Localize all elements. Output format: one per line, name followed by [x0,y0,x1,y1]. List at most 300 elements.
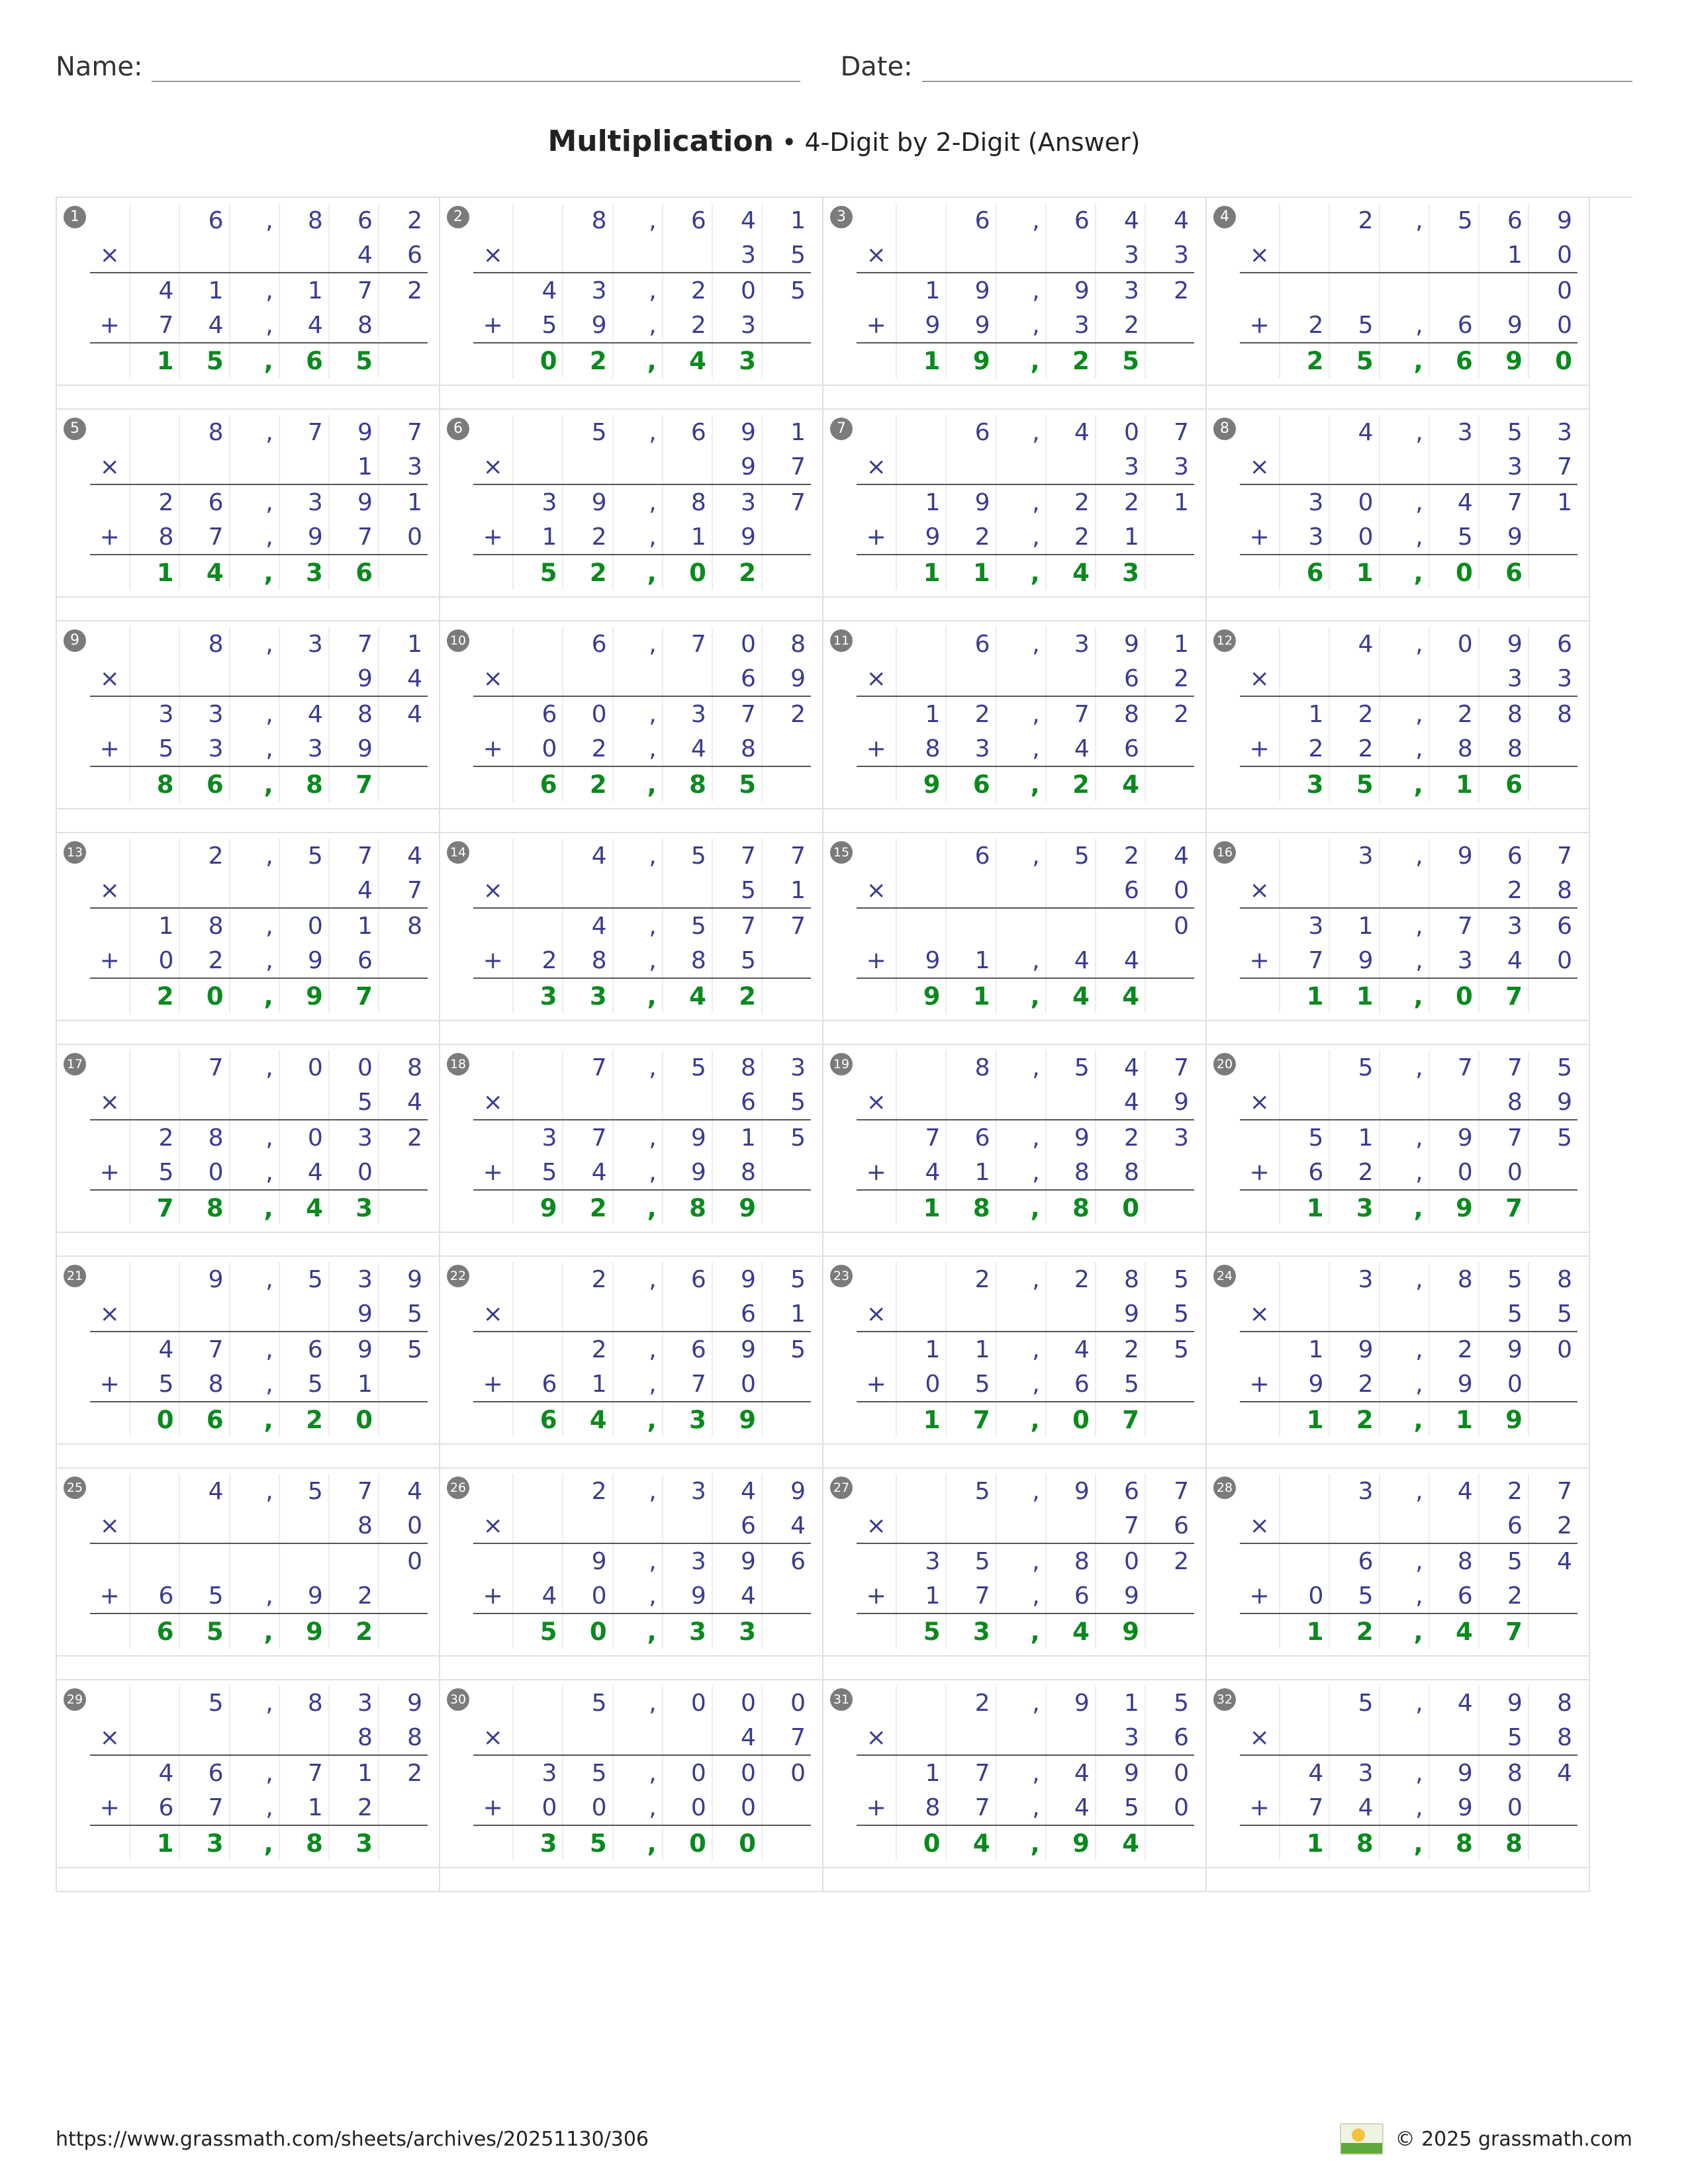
digit-cell: , [1380,908,1429,943]
digit-cell: 6 [1479,1508,1528,1543]
multiplicand-row [1240,839,1577,873]
problem-number: 27 [830,1477,853,1499]
multiplicand-row [1240,1050,1577,1085]
digit-cell: 3 [179,696,229,731]
operator: + [1240,308,1280,343]
operator [857,1825,896,1860]
digit-cell: 9 [712,1332,762,1367]
digit-cell [1145,978,1194,1013]
digit-cell: 1 [896,1332,946,1367]
multiplicand-row [857,1050,1194,1085]
digit-cell: , [1380,415,1429,449]
digit-cell: 2 [329,1790,379,1825]
digit-cell: 8 [329,1508,379,1543]
long-multiplication [90,1050,428,1225]
digit-cell: 7 [1479,978,1528,1013]
digit-cell: 7 [1174,1477,1189,1505]
digit-cell: 3 [329,1262,379,1297]
date-field[interactable] [922,46,1632,82]
digit-cell: 0 [513,731,563,766]
long-multiplication [1240,1262,1577,1437]
digit-cell: , [1380,1686,1429,1720]
digit-cell: 0 [663,555,712,590]
problem-row [57,621,1632,809]
name-field[interactable] [152,46,800,82]
digit-cell: 1 [896,1578,946,1614]
digit-cell [663,661,712,696]
digit-cell: 4 [1429,1686,1479,1720]
answer-row [857,1614,1194,1649]
problem-number: 25 [64,1477,86,1499]
digit-cell [130,1085,179,1120]
digit-cell: , [613,1262,663,1297]
digit-cell: 4 [1046,943,1096,978]
digit-cell: 7 [790,488,806,516]
digit-cell [1429,873,1479,908]
digit-cell [563,661,612,696]
operator [90,1543,130,1578]
operator: × [90,661,130,696]
digit-cell: 6 [1096,1474,1145,1508]
partial-product-2-row [1240,1790,1577,1825]
digit-cell: 5 [790,1265,806,1293]
digit-cell: 3 [179,731,229,766]
digit-cell: 5 [1096,1367,1145,1402]
digit-cell: , [613,1332,663,1367]
answer-row [1240,1825,1577,1860]
operator: × [90,238,130,273]
digit-cell: 8 [130,766,179,801]
digit-cell: 1 [130,1825,179,1860]
digit-cell: 8 [1429,1825,1479,1860]
problem-row [57,1680,1632,1868]
multiplier-row [90,873,428,908]
partial-product-2-row [857,1367,1194,1402]
digit-cell: 3 [946,731,996,766]
digit-cell: 9 [1429,1367,1479,1402]
operator: + [473,943,513,978]
digit-cell [1429,238,1479,273]
digit-cell [1380,1297,1429,1332]
digit-cell: 1 [1174,488,1189,516]
digit-cell: 7 [329,978,379,1013]
digit-cell: 1 [279,273,329,308]
digit-cell [613,873,663,908]
operator [90,1686,130,1720]
operator [90,627,130,661]
digit-cell [896,908,946,943]
multiplicand-row [1240,627,1577,661]
digit-cell: 2 [712,555,762,590]
digit-cell: 4 [329,238,379,273]
digit-cell: 8 [179,1190,229,1225]
operator: × [473,238,513,273]
digit-cell: 4 [1429,484,1479,520]
digit-cell [896,203,946,238]
digit-cell [1145,343,1194,378]
operator [1240,1332,1280,1367]
digit-cell: 3 [663,696,712,731]
digit-cell: 6 [179,1402,229,1437]
digit-cell: 7 [1046,696,1096,731]
operator [90,839,130,873]
multiplicand-row [473,627,811,661]
digit-cell: 0 [1329,520,1379,555]
multiplicand-row [857,1262,1194,1297]
digit-cell [762,308,811,343]
digit-cell: , [1380,696,1429,731]
digit-cell: , [230,1614,279,1649]
digit-cell: 7 [329,627,379,661]
digit-cell [329,1543,379,1578]
partial-product-2-row [90,943,428,978]
digit-cell: 4 [1096,1050,1145,1085]
digit-cell: 6 [379,238,428,273]
digit-cell: 3 [563,978,612,1013]
digit-cell: 2 [179,943,229,978]
partial-product-1-row [857,696,1194,731]
digit-cell: , [1380,978,1429,1013]
partial-product-1-row [473,1543,811,1578]
digit-cell: , [230,1155,279,1190]
row-spacer [57,1021,1632,1045]
multiplier-row [473,1085,811,1120]
operator [1240,273,1280,308]
digit-cell: 8 [1479,731,1528,766]
multiplier-row [1240,1297,1577,1332]
digit-cell: , [613,343,663,378]
digit-cell: 6 [329,943,379,978]
digit-cell [179,1543,229,1578]
digit-cell: 5 [563,1755,612,1790]
digit-cell: , [996,839,1046,873]
digit-cell [379,343,428,378]
digit-cell: 6 [329,555,379,590]
multiplicand-row [857,203,1194,238]
digit-cell: 5 [1046,839,1096,873]
digit-cell [762,943,811,978]
operator [857,978,896,1013]
operator [857,1402,896,1437]
digit-cell [179,449,229,484]
operator [90,1050,130,1085]
digit-cell: 5 [329,343,379,378]
digit-cell: 5 [179,1614,229,1649]
digit-cell [179,873,229,908]
digit-cell [179,661,229,696]
problem-cell [440,1257,823,1445]
digit-cell: 3 [279,484,329,520]
digit-cell [762,1190,811,1225]
digit-cell: 8 [1528,1720,1577,1755]
digit-cell: 4 [1280,1755,1329,1790]
operator [857,627,896,661]
digit-cell: , [613,1367,663,1402]
problem-cell [440,1469,823,1657]
digit-cell: 8 [1096,1155,1145,1190]
sun-grass-logo-icon [1340,2123,1383,2155]
multiplicand-row [1240,1474,1577,1508]
partial-product-2-row [1240,1367,1577,1402]
digit-cell [1528,1790,1577,1825]
digit-cell: , [996,203,1046,238]
digit-cell: 2 [1174,700,1189,728]
digit-cell [130,449,179,484]
digit-cell: 4 [1557,1547,1572,1575]
digit-cell: 2 [946,696,996,731]
digit-cell: , [613,978,663,1013]
digit-cell: 8 [896,731,946,766]
digit-cell: 8 [663,943,712,978]
operator [857,1474,896,1508]
digit-cell: 9 [712,520,762,555]
digit-cell: 4 [179,1474,229,1508]
answer-row [857,1825,1194,1860]
digit-cell [379,1155,428,1190]
digit-cell [663,1085,712,1120]
digit-cell: 0 [1479,1155,1528,1190]
answer-row [1240,766,1577,801]
digit-cell [762,343,811,378]
digit-cell: , [613,908,663,943]
digit-cell: 9 [712,1402,762,1437]
problem-cell [823,1045,1207,1233]
digit-cell [946,661,996,696]
operator: + [1240,1578,1280,1614]
multiplicand-row [1240,1262,1577,1297]
digit-cell: 1 [407,488,422,516]
digit-cell: 4 [1046,1332,1096,1367]
digit-cell: 9 [946,343,996,378]
digit-cell: 7 [762,449,811,484]
problem-number: 20 [1213,1053,1236,1075]
digit-cell [513,1262,563,1297]
digit-cell: 3 [1329,1474,1379,1508]
answer-row [1240,343,1577,378]
digit-cell: 9 [663,1578,712,1614]
row-spacer [57,1445,1632,1469]
digit-cell: 9 [279,520,329,555]
digit-cell: 9 [663,1155,712,1190]
digit-cell [896,1050,946,1085]
problem-number: 13 [64,841,86,864]
multiplier-row [90,1085,428,1120]
digit-cell [762,555,811,590]
digit-cell [896,1720,946,1755]
digit-cell [379,308,428,343]
digit-cell: 2 [1479,1474,1528,1508]
digit-cell: 6 [1557,912,1572,940]
digit-cell: 4 [1096,943,1145,978]
digit-cell: 7 [179,1332,229,1367]
digit-cell [1429,1085,1479,1120]
digit-cell [1528,1155,1577,1190]
digit-cell: 5 [1557,1124,1572,1152]
multiplier-row [473,1720,811,1755]
digit-cell [1096,908,1145,943]
digit-cell [1528,731,1577,766]
digit-cell: , [1380,1755,1429,1790]
operator [1240,203,1280,238]
digit-cell: 9 [407,1265,422,1293]
operator: × [1240,238,1280,273]
digit-cell: 3 [329,1120,379,1155]
digit-cell: , [230,839,279,873]
operator: × [473,873,513,908]
digit-cell [1280,1297,1329,1332]
digit-cell: 3 [513,1120,563,1155]
digit-cell [1528,1825,1577,1860]
digit-cell: , [996,1474,1046,1508]
digit-cell: , [996,1755,1046,1790]
digit-cell: 2 [1280,343,1329,378]
digit-cell [663,873,712,908]
digit-cell: 3 [1280,908,1329,943]
digit-cell [563,449,612,484]
digit-cell [379,1578,428,1614]
digit-cell [513,415,563,449]
operator [90,696,130,731]
digit-cell: 2 [663,273,712,308]
operator [1240,696,1280,731]
digit-cell: 4 [130,1332,179,1367]
digit-cell: 0 [790,1689,806,1717]
operator [473,343,513,378]
digit-cell [563,1085,612,1120]
digit-cell: 9 [946,484,996,520]
digit-cell: 8 [1096,1262,1145,1297]
digit-cell: , [996,555,1046,590]
digit-cell: 3 [1429,943,1479,978]
operator [1240,766,1280,801]
digit-cell [762,1402,811,1437]
digit-cell: 0 [1528,308,1577,343]
digit-cell: 0 [1145,873,1194,908]
digit-cell: 0 [1096,1190,1145,1225]
digit-cell: 4 [130,273,179,308]
digit-cell: 8 [329,308,379,343]
digit-cell: 0 [712,1755,762,1790]
digit-cell: 0 [329,1050,379,1085]
digit-cell: 4 [1046,555,1096,590]
problem-number: 7 [830,418,853,440]
digit-cell: 8 [663,766,712,801]
title-main: Multiplication [547,124,774,158]
digit-cell [1280,1085,1329,1120]
digit-cell: 9 [1096,1578,1145,1614]
digit-cell: 5 [513,308,563,343]
answer-row [90,1190,428,1225]
digit-cell: 3 [1096,555,1145,590]
digit-cell: 2 [1329,203,1379,238]
operator: × [857,1720,896,1755]
digit-cell: 4 [1046,978,1096,1013]
digit-cell: 6 [279,1332,329,1367]
digit-cell: 2 [1479,1578,1528,1614]
digit-cell: 4 [279,696,329,731]
digit-cell: 6 [513,1402,563,1437]
operator: + [90,1790,130,1825]
multiplier-row [473,1297,811,1332]
multiplicand-row [90,1262,428,1297]
digit-cell: 7 [1528,449,1577,484]
digit-cell: 1 [1329,908,1379,943]
digit-cell: , [613,1474,663,1508]
operator [857,1332,896,1367]
digit-cell: 7 [946,1755,996,1790]
digit-cell: , [1380,1614,1429,1649]
multiplier-row [1240,1085,1577,1120]
digit-cell: 1 [1280,1825,1329,1860]
digit-cell [379,1402,428,1437]
digit-cell: , [230,766,279,801]
digit-cell: 0 [1174,1759,1189,1787]
digit-cell: 3 [896,1543,946,1578]
digit-cell: 1 [1280,1402,1329,1437]
partial-product-1-row [1240,1755,1577,1790]
digit-cell: , [996,1790,1046,1825]
digit-cell: 5 [513,1155,563,1190]
digit-cell: 1 [946,555,996,590]
operator: + [857,731,896,766]
digit-cell: 6 [1145,1720,1194,1755]
long-multiplication [90,415,428,590]
digit-cell: 2 [1046,343,1096,378]
digit-cell: , [230,1120,279,1155]
operator: × [90,449,130,484]
digit-cell: 0 [1280,1578,1329,1614]
operator [473,766,513,801]
multiplicand-row [90,203,428,238]
digit-cell: 3 [663,1402,712,1437]
digit-cell: 0 [1479,1367,1528,1402]
operator [473,203,513,238]
digit-cell: 2 [1046,520,1096,555]
digit-cell: 4 [1096,203,1145,238]
digit-cell [613,1720,663,1755]
operator [473,627,513,661]
digit-cell [130,627,179,661]
digit-cell [1280,1474,1329,1508]
operator: + [90,943,130,978]
digit-cell: 2 [563,766,612,801]
digit-cell: 4 [1096,978,1145,1013]
digit-cell: 9 [1479,343,1528,378]
digit-cell: 5 [179,343,229,378]
digit-cell: 4 [563,908,612,943]
digit-cell: 6 [329,203,379,238]
digit-cell: 6 [1557,630,1572,658]
digit-cell: 4 [1096,1825,1145,1860]
operator [90,1755,130,1790]
digit-cell: 5 [1528,1297,1577,1332]
partial-product-1-row [473,1120,811,1155]
digit-cell: 8 [1557,1689,1572,1717]
problem-cell [57,1469,440,1657]
row-spacer [57,598,1632,621]
digit-cell: , [230,343,279,378]
digit-cell: 5 [279,1367,329,1402]
digit-cell: 6 [663,1332,712,1367]
problem-row [57,410,1632,598]
partial-product-1-row [473,1332,811,1367]
long-multiplication [857,415,1194,590]
operator: + [90,520,130,555]
operator [1240,627,1280,661]
digit-cell: , [996,1262,1046,1297]
operator: × [90,1085,130,1120]
digit-cell [130,203,179,238]
